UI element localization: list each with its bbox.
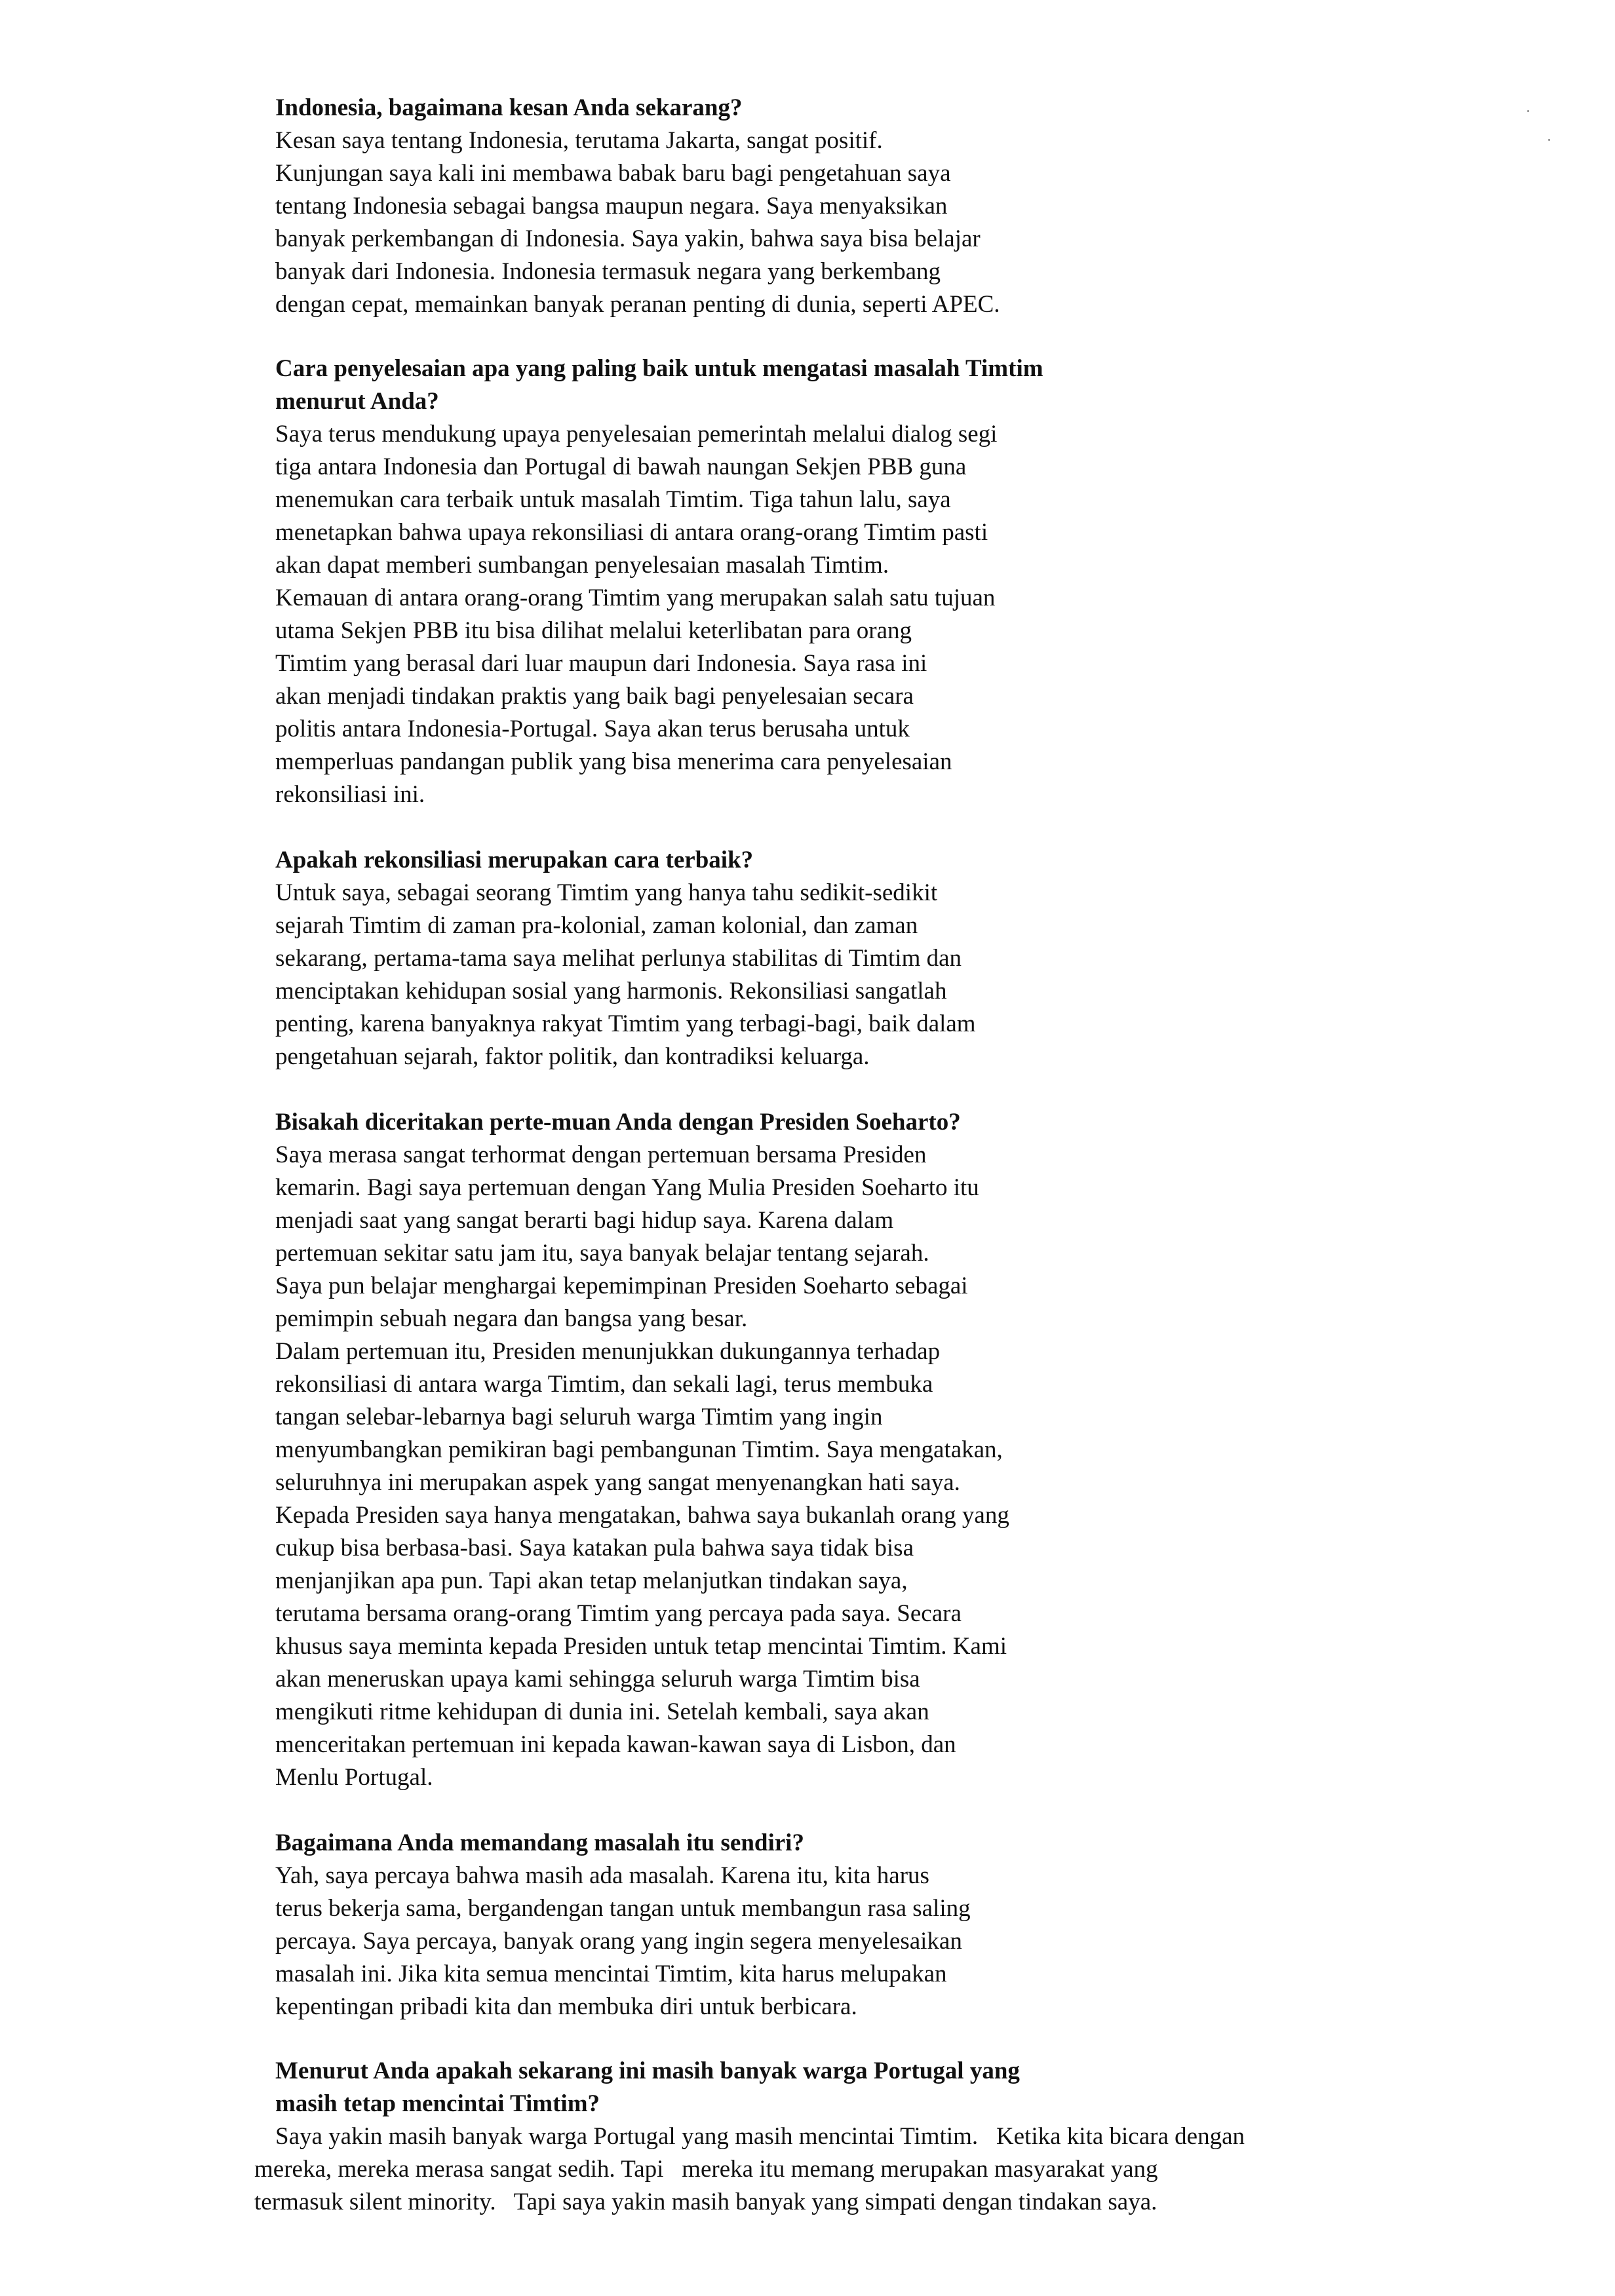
answer-text: Kesan saya tentang Indonesia, terutama Jakarta, sangat positif. Kunjungan saya kali ini membawa babak baru bagi pengetahuan saya tentang Indonesia sebagai bangsa maupun negara. Saya menyaksikan banyak perkembangan di Indonesia. Saya yakin, bahwa saya bisa belajar banyak dari Indonesia. Indonesia termasuk negara yang berkembang dengan cepat, memainkan banyak peranan penting di dunia, seperti APEC. — [275, 127, 1000, 318]
answer-text: Saya terus mendukung upaya penyelesaian pemerintah melalui dialog segi tiga antara Indonesia dan Portugal di bawah naungan Sekjen PBB guna menemukan cara terbaik untuk masalah Timtim. Tiga tahun lalu, saya menetapkan bahwa upaya rekonsiliasi di antara orang-orang Timtim pasti akan dapat memberi sumbangan penyelesaian masalah Timtim. Kemauan di antara orang-orang Timtim yang merupakan salah satu tujuan utama Sekjen PBB itu bisa dilihat melalui keterlibatan para orang Timtim yang berasal dari luar maupun dari Indonesia. Saya rasa ini akan menjadi tindakan praktis yang baik bagi penyelesaian secara politis antara Indonesia-Portugal. Saya akan terus berusaha untuk memperluas pandangan publik yang bisa menerima cara penyelesaian rekonsiliasi ini. — [275, 421, 998, 808]
question-heading: Menurut Anda apakah sekarang ini masih banyak warga Portugal yang masih tetap mencintai Timtim? — [275, 2057, 1020, 2117]
question-heading: Bagaimana Anda memandang masalah itu sendiri? — [275, 1829, 804, 1856]
question-heading: Bisakah diceritakan perte-muan Anda dengan Presiden Soeharto? — [275, 1109, 961, 1136]
question-heading: Apakah rekonsiliasi merupakan cara terbaik? — [275, 847, 754, 873]
qa-section-2 — [275, 353, 1455, 811]
scan-speck — [1548, 139, 1550, 141]
question-heading: Cara penyelesaian apa yang paling baik untuk mengatasi masalah Timtim menurut Anda? — [275, 355, 1043, 415]
qa-section-1 — [275, 92, 1455, 321]
qa-section-6 — [254, 2055, 1455, 2219]
qa-section-3 — [275, 844, 1455, 1073]
answer-text: Saya merasa sangat terhormat dengan pertemuan bersama Presiden kemarin. Bagi saya pertemuan dengan Yang Mulia Presiden Soeharto itu menjadi saat yang sangat berarti bagi hidup saya. Karena dalam pertemuan sekitar satu jam itu, saya banyak belajar tentang sejarah. Saya pun belajar menghargai kepemimpinan Presiden Soeharto sebagai pemimpin sebuah negara dan bangsa yang besar. Dalam pertemuan itu, Presiden menunjukkan dukungannya terhadap rekonsiliasi di antara warga Timtim, dan sekali lagi, terus membuka tangan selebar-lebarnya bagi seluruh warga Timtim yang ingin menyumbangkan pemikiran bagi pembangunan Timtim. Saya mengatakan, seluruhnya ini merupakan aspek yang sangat menyenangkan hati saya. Kepada Presiden saya hanya mengatakan, bahwa saya bukanlah orang yang cukup bisa berbasa-basi. Saya katakan pula bahwa saya tidak bisa menjanjikan apa pun. Tapi akan tetap melanjutkan tindakan saya, terutama bersama orang-orang Timtim yang percaya pada saya. Secara khusus saya meminta kepada Presiden untuk tetap mencintai Timtim. Kami akan meneruskan upaya kami sehingga seluruh warga Timtim bisa mengikuti ritme kehidupan di dunia ini. Setelah kembali, saya akan menceritakan pertemuan ini kepada kawan-kawan saya di Lisbon, dan Menlu Portugal. — [275, 1141, 1009, 1791]
scan-speck — [1527, 110, 1529, 112]
answer-text: Saya yakin masih banyak warga Portugal yang masih mencintai Timtim. Ketika kita bicara dengan mereka, mereka merasa sangat sedih. Tapi mereka itu memang merupakan masyarakat yang termasuk silent minority. Tapi saya yakin masih banyak yang simpati dengan tindakan saya. — [254, 2123, 1245, 2215]
answer-text: Untuk saya, sebagai seorang Timtim yang hanya tahu sedikit-sedikit sejarah Timtim di zaman pra-kolonial, zaman kolonial, dan zaman sekarang, pertama-tama saya melihat perlunya stabilitas di Timtim dan menciptakan kehidupan sosial yang harmonis. Rekonsiliasi sangatlah penting, karena banyaknya rakyat Timtim yang terbagi-bagi, baik dalam pengetahuan sejarah, faktor politik, dan kontradiksi keluarga. — [275, 879, 976, 1070]
question-heading: Indonesia, bagaimana kesan Anda sekarang? — [275, 94, 743, 121]
qa-section-4 — [275, 1106, 1455, 1794]
answer-text: Yah, saya percaya bahwa masih ada masalah. Karena itu, kita harus terus bekerja sama, bergandengan tangan untuk membangun rasa saling percaya. Saya percaya, banyak orang yang ingin segera menyelesaikan masalah ini. Jika kita semua mencintai Timtim, kita harus melupakan kepentingan pribadi kita dan membuka diri untuk berbicara. — [275, 1862, 971, 2020]
qa-section-5 — [275, 1827, 1455, 2023]
